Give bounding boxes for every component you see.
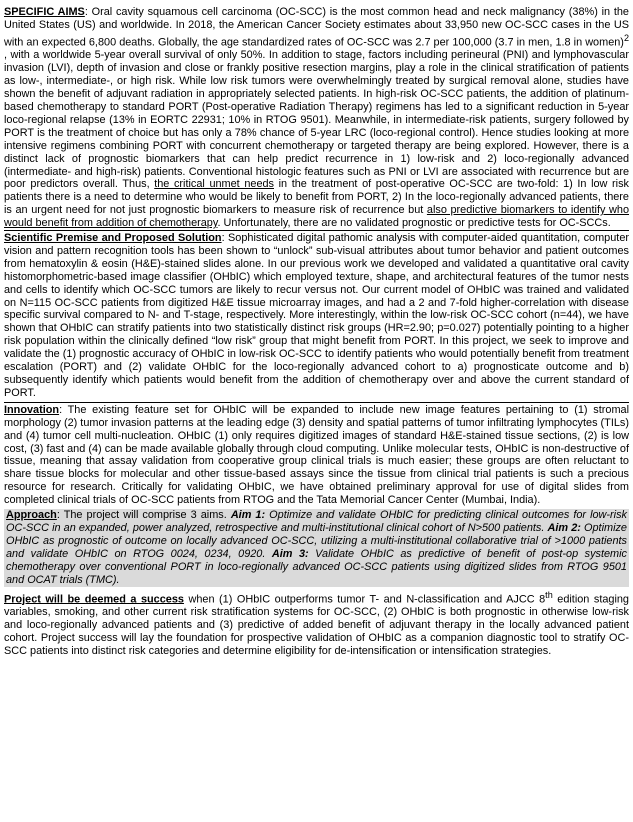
citation-superscript: 2	[623, 32, 629, 43]
success-heading: Project will be deemed a success	[4, 593, 184, 606]
specific-aims-heading: SPECIFIC AIMS	[4, 6, 85, 18]
approach-paragraph	[4, 509, 629, 586]
premise-text: : Sophisticated digital pathomic analysis with computer-aided quantitation, computer vision and pattern recognition tools has been shown to “unlock” sub-visual attributes about tumor behavior and patient outcomes from hematoxylin & eosin (H&E)-stained slides alone. In our previous work we developed and validated a quantitative oral cavity histomorphometric-based image classifier (OHbIC) which employed texture, shape, and architectural features of the tumor nests and cells to identify which OC-SCC tumors are likely to recur versus not. Our current model of OHbIC was trained and validated on N=115 OC-SCC patients from digitized H&E tissue microarray images, and had a 2 and 7-fold higher-correlation with disease specific survival compared to N- and T-stage, respectively. More interestingly, within the low-risk OC-SCC cohort (n=44), we have shown that OHbIC can stratify patients into two statistically distinct risk groups (HR=2.90; p=0.027) potentially pointing to a higher risk population within the clinically defined “low risk” group that might benefit from PORT. In this project, we seek to improve and validate the (1) prognostic accuracy of OHbIC in low-risk OC-SCC to identify patients who would potentially benefit from treatment escalation (PORT) and (2) validate OHbIC for the loco-regionally advanced cohort to a) prognosticate outcome and b) subsequently identify which patients would benefit from the addition of chemotherapy over and above the current standard of PORT.	[4, 232, 630, 399]
edition-superscript: th	[545, 589, 553, 600]
premise-paragraph	[4, 232, 629, 400]
critical-unmet-needs-phrase: the critical unmet needs	[154, 178, 274, 191]
aim1-label: Aim 1:	[230, 509, 266, 522]
innovation-paragraph	[4, 404, 629, 507]
specific-aims-document	[4, 6, 629, 658]
specific-aims-paragraph	[4, 6, 629, 230]
aim2-label: Aim 2:	[547, 521, 581, 534]
section-divider	[4, 402, 629, 403]
approach-intro: : The project will comprise 3 aims.	[56, 509, 231, 522]
aim3-label: Aim 3:	[271, 547, 309, 560]
innovation-heading: Innovation	[4, 403, 60, 416]
predictive-biomarkers-phrase: also predictive biomarkers to identify who would benefit from addition of chemotherapy	[4, 204, 630, 230]
specific-aims-text-4: . Unfortunately, there are no validated prognostic or predictive tests for OC-SCCs.	[217, 217, 611, 230]
success-paragraph	[4, 589, 629, 658]
section-divider	[4, 230, 629, 231]
specific-aims-text-1: : Oral cavity squamous cell carcinoma (OC-SCC) is the most common head and neck malignancy (38%) in the United States (US) and worldwide. In 2018, the American Cancer Society estimates about 33,950 new OC-SCC cases in the US with an expected 6,800 deaths. Globally, the age standardized rates of OC-SCC was 2.7 per 100,000 (3.7 in men, 1.8 in women)	[4, 6, 629, 49]
approach-heading: Approach	[6, 509, 57, 522]
specific-aims-text-3: in the treatment of post-operative OC-SCC are two-fold: 1) In low risk patients there is a need to determine who would be likely to benefit from PORT, 2) In the loco-regionally advanced patients, there is an urgent need for not just prognostic biomarkers to measure risk of recurrence but	[4, 178, 629, 217]
aim1-text: Optimize and validate OHbIC for predicting clinical outcomes for low-risk OC-SCC in an expanded, power analyzed, retrospective and multi-institutional clinical cohort of N>500 patients.	[6, 509, 627, 534]
success-text-2: edition staging variables, smoking, and other current risk stratification systems for OC-SCC, (2) OHbIC is both prognostic in otherwise low-risk and loco-regionally advanced patients and (3) predictive of added benefit of adjuvant therapy in the locally advanced patient cohort. Project success will lay the foundation for prospective validation of OHbIC as a companion diagnostic tool to stratify OC-SCC patients into distinct risk categories and determine eligibility for de-intensification or intensification strategies.	[4, 593, 629, 657]
specific-aims-text-2: , with a worldwide 5-year overall survival of only 50%. In addition to stage, factors including perineural (PNI) and lymphovascular invasion (LVI), depth of invasion and close or frankly positive resection margins, play a role in the clinical stratification of patients as low-, intermediate-, or high risk. While low risk tumors were overwhelmingly treated by surgical removal alone, studies have shown the benefit of adjuvant radiation in appropriately selected patients. In high-risk OC-SCC patients, the addition of platinum-based chemotherapy to standard PORT (Post-operative Radiation Therapy) regimens has led to a significant reduction in 5-year loco-regional relapse (13% in EORTC 22931; 10% in RTOG 9501). Meanwhile, in intermediate-risk patients, surgery followed by PORT is the treatment of choice but has only a 78% chance of 5-year LRC (loco-regional control). Hence studies looking at more intensive regimens combining PORT with concurrent chemotherapy or targeted therapy are being explored. However, there is a distinct lack of prognostic biomarkers that can help predict recurrence in 1) low-risk and 2) loco-regionally advanced (intermediate- and high-risk) patients. Conventional histologic features such as PNI or LVI are associated with recurrence but are poor predictors overall. Thus,	[4, 49, 629, 191]
aim2-text: Optimize OHbIC as prognostic of outcome on locally advanced OC-SCC, utilizing a multi-institutional collaborative trial of >1000 patients and validate OHbIC on RTOG 0024, 0234, 0920.	[6, 521, 627, 560]
innovation-text: : The existing feature set for OHbIC will be expanded to include new image features pertaining to (1) stromal morphology (2) tumor invasion patterns at the leading edge (3) density and spatial patterns of tumor infiltrating lymphocytes (TILs) and (4) tumor cell multi-nucleation. OHbIC (1) only requires digitized images of standard H&E-stained tissue sections, (2) is low cost, (3) fast and (4) can be made available globally through cloud computing. Unlike molecular tests, OHbIC is non-destructive of tissue, meaning that assay validation from cooperative group clinical trials is much easier; these groups are often reluctant to share tissue blocks for molecular and other tissue-based assays since the tissue from clinical trial patients is such a precious resource for research. Critically for validating OHbIC, we have obtained preliminary approval for use of digital slides from completed clinical trials of OC-SCC patients from RTOG and the Tata Memorial Cancer Center (Mumbai, India).	[4, 403, 629, 507]
aim3-text: Validate OHbIC as predictive of benefit of post-op systemic chemotherapy over conventional PORT in loco-regionally advanced OC-SCC patients using digitized slides from RTOG 9501 and OCAT trials (TMC).	[6, 547, 627, 586]
success-text-1: when (1) OHbIC outperforms tumor T- and N-classification and AJCC 8	[183, 593, 546, 606]
premise-heading: Scientific Premise and Proposed Solution	[4, 232, 222, 245]
